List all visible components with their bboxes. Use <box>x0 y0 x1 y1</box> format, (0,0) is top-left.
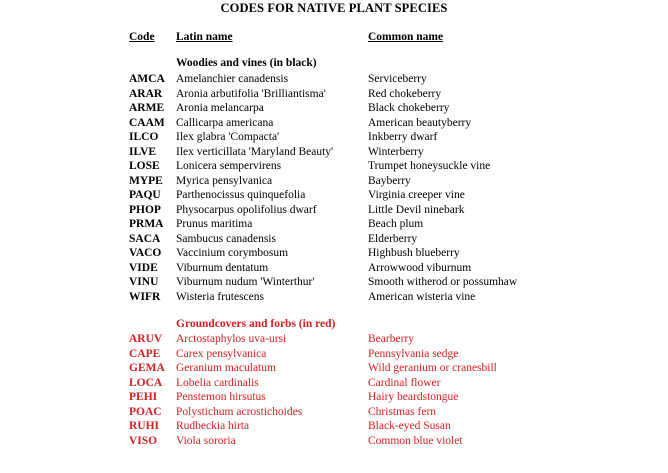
species-common: Elderberry <box>368 232 418 245</box>
species-common: Winterberry <box>368 145 424 158</box>
species-latin: Lonicera sempervirens <box>176 160 282 173</box>
species-latin: Amelanchier canadensis <box>176 73 289 85</box>
species-common: Wild geranium or cranesbill <box>368 362 497 374</box>
species-latin: Polystichum acrostichoides <box>176 405 303 418</box>
species-code: CAPE <box>129 347 161 360</box>
species-code: VINU <box>129 276 159 289</box>
column-header-latin: Latin name <box>176 31 233 43</box>
species-common: Beach plum <box>368 218 424 231</box>
species-latin: Ilex glabra 'Compacta' <box>176 131 280 144</box>
species-code: ARME <box>129 102 165 115</box>
species-common: Trumpet honeysuckle vine <box>368 160 491 173</box>
table-row <box>0 419 668 434</box>
species-common: Black-eyed Susan <box>368 420 451 432</box>
species-latin: Myrica pensylvanica <box>176 174 273 187</box>
table-row <box>0 159 668 174</box>
species-common: Serviceberry <box>368 73 427 85</box>
species-code: WIFR <box>129 290 161 303</box>
species-common: Pennsylvania sedge <box>368 347 459 360</box>
table-row <box>0 217 668 232</box>
table-row <box>0 332 668 347</box>
table-row <box>0 188 668 203</box>
species-latin: Prunus maritima <box>176 218 253 231</box>
species-latin: Aronia arbutifolia 'Brilliantisma' <box>176 87 326 100</box>
table-row <box>0 390 668 405</box>
species-common: Cardinal flower <box>368 376 441 389</box>
table-row <box>0 87 668 102</box>
table-row <box>0 290 668 305</box>
table-row <box>0 261 668 276</box>
species-code: ILVE <box>129 145 157 158</box>
species-common: Inkberry dwarf <box>368 131 438 144</box>
species-common: American wisteria vine <box>368 290 476 303</box>
species-code: SACA <box>129 232 161 245</box>
species-latin: Sambucus canadensis <box>176 232 276 245</box>
species-code: PHOP <box>129 203 161 216</box>
table-row <box>0 101 668 116</box>
table-row <box>0 72 668 87</box>
species-code: VACO <box>129 247 162 260</box>
species-latin: Vaccinium corymbosum <box>176 247 289 260</box>
species-code: VISO <box>129 434 158 447</box>
species-latin: Aronia melancarpa <box>176 102 264 115</box>
species-latin: Lobelia cardinalis <box>176 376 259 389</box>
species-code: CAAM <box>129 116 165 129</box>
species-common: American beautyberry <box>368 116 472 129</box>
species-latin: Rudbeckia hirta <box>176 420 250 432</box>
species-latin: Viburnum dentatum <box>176 261 269 274</box>
species-common: Christmas fern <box>368 405 437 418</box>
species-latin: Parthenocissus quinquefolia <box>176 189 306 202</box>
species-code: ARUV <box>129 333 163 345</box>
species-code: POAC <box>129 405 162 418</box>
species-code: LOSE <box>129 160 160 173</box>
species-latin: Ilex verticillata 'Maryland Beauty' <box>176 145 334 158</box>
species-latin: Wisteria frutescens <box>176 290 264 303</box>
table-row <box>0 275 668 290</box>
table-row <box>0 174 668 189</box>
species-latin: Penstemon hirsutus <box>176 391 266 403</box>
species-code: VIDE <box>129 261 158 274</box>
species-latin: Physocarpus opolifolius dwarf <box>176 203 317 216</box>
species-latin: Carex pensylvanica <box>176 347 267 360</box>
species-latin: Viola sororia <box>176 434 236 447</box>
species-latin: Geranium maculatum <box>176 362 276 374</box>
table-row <box>0 434 668 449</box>
species-latin: Callicarpa americana <box>176 116 274 129</box>
table-row <box>0 246 668 261</box>
table-row <box>0 361 668 376</box>
table-row <box>0 347 668 362</box>
species-code: RUHI <box>129 420 160 432</box>
species-common: Highbush blueberry <box>368 247 460 260</box>
species-code: GEMA <box>129 362 165 374</box>
table-row <box>0 116 668 131</box>
species-common: Virginia creeper vine <box>368 189 465 202</box>
table-row <box>0 376 668 391</box>
table-row <box>0 232 668 247</box>
section-title-woodies: Woodies and vines (in black) <box>176 57 317 69</box>
species-code: MYPE <box>129 174 163 187</box>
species-latin: Arctostaphylos uva-ursi <box>176 333 287 345</box>
species-common: Black chokeberry <box>368 102 450 115</box>
species-code: PRMA <box>129 218 164 231</box>
species-common: Arrowwood viburnum <box>368 261 472 274</box>
species-code: PAQU <box>129 189 161 202</box>
table-row <box>0 145 668 160</box>
species-code: ILCO <box>129 131 159 144</box>
table-row <box>0 203 668 218</box>
species-common: Little Devil ninebark <box>368 203 465 216</box>
species-latin: Viburnum nudum 'Winterthur' <box>176 276 315 289</box>
species-common: Hairy beardstongue <box>368 391 459 403</box>
table-row <box>0 405 668 420</box>
species-common: Red chokeberry <box>368 87 442 100</box>
species-common: Smooth witherod or possumhaw <box>368 276 518 289</box>
page-title: CODES FOR NATIVE PLANT SPECIES <box>220 1 448 15</box>
species-code: ARAR <box>129 87 163 100</box>
species-code: PEHI <box>129 391 158 403</box>
species-common: Bayberry <box>368 174 411 187</box>
column-header-code: Code <box>129 31 155 43</box>
table-row <box>0 130 668 145</box>
species-code: LOCA <box>129 376 163 389</box>
species-common: Common blue violet <box>368 434 463 447</box>
column-header-common: Common name <box>368 31 444 43</box>
species-common: Bearberry <box>368 333 414 345</box>
species-code: AMCA <box>129 73 165 85</box>
section-title-groundcovers: Groundcovers and forbs (in red) <box>176 318 336 330</box>
